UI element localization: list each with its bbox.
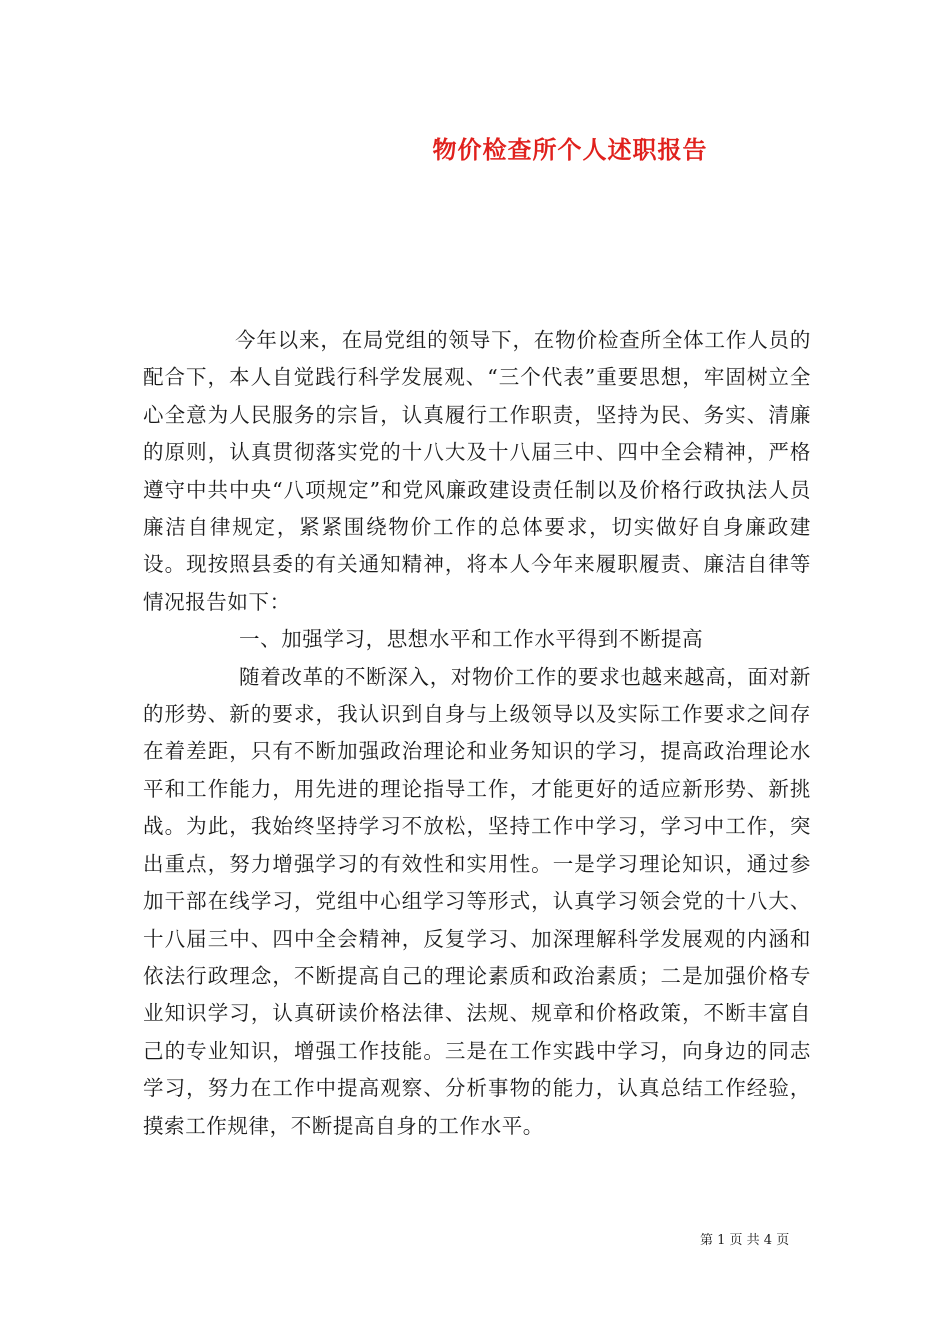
page-number: 第 1 页 共 4 页 — [700, 1233, 790, 1248]
document-body — [143, 322, 811, 1145]
section-heading: 一、加强学习，思想水平和工作水平得到不断提高 — [239, 627, 704, 652]
intro-paragraph: 今年以来，在局党组的领导下，在物价检查所全体工作人员的配合下，本人自觉践行科学发展观、“三个代表”重要思想，牢固树立全心全意为人民服务的宗旨，认真履行工作职责，坚持为民、务实、清廉的原则，认真贯彻落实党的十八大及十八届三中、四中全会精神，严格遵守中共中央“八项规定”和党风廉政建设责任制以及价格行政执法人员廉洁自律规定，紧紧围绕物价工作的总体要求，切实做好自身廉政建设。现按照县委的有关通知精神，将本人今年来履职履责、廉洁自律等情况报告如下： — [143, 328, 811, 614]
document-title: 物价检查所个人述职报告 — [432, 135, 708, 164]
section-paragraph: 随着改革的不断深入，对物价工作的要求也越来越高，面对新的形势、新的要求，我认识到自身与上级领导以及实际工作要求之间存在着差距，只有不断加强政治理论和业务知识的学习，提高政治理论水平和工作能力，用先进的理论指导工作，才能更好的适应新形势、新挑战。为此，我始终坚持学习不放松，坚持工作中学习，学习中工作，突出重点，努力增强学习的有效性和实用性。一是学习理论知识，通过参加干部在线学习，党组中心组学习等形式，认真学习领会党的十八大、十八届三中、四中全会精神，反复学习、加深理解科学发展观的内涵和依法行政理念，不断提高自己的理论素质和政治素质；二是加强价格专业知识学习，认真研读价格法律、法规、规章和价格政策，不断丰富自己的专业知识，增强工作技能。三是在工作实践中学习，向身边的同志学习，努力在工作中提高观察、分析事物的能力，认真总结工作经验，摸索工作规律，不断提高自身的工作水平。 — [143, 664, 811, 1138]
